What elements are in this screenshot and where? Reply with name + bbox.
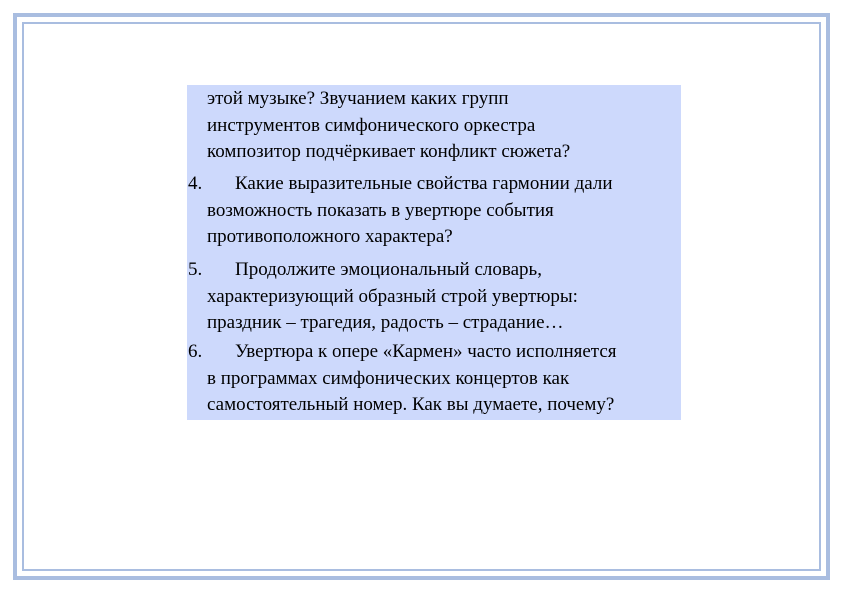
question-3-continuation: [207, 86, 570, 166]
question-number: 5.: [188, 259, 203, 280]
question-text-box: [187, 85, 681, 420]
text-line: этой музыке? Звучанием каких групп: [207, 88, 509, 109]
text-line: самостоятельный номер. Как вы думаете, почему?: [207, 394, 615, 415]
text-line: возможность показать в увертюре события: [207, 199, 554, 221]
question-lines: [207, 198, 554, 251]
question-lines: [207, 366, 614, 419]
question-first-line: Продолжите эмоциональный словарь,: [235, 259, 542, 280]
question-first-line: Какие выразительные свойства гармонии дали: [235, 173, 613, 194]
question-first-line: Увертюра к опере «Кармен» часто исполняется: [235, 341, 617, 362]
text-line: композитор подчёркивает конфликт сюжета?: [207, 141, 571, 162]
text-line: инструментов симфонического оркестра: [207, 114, 536, 136]
question-lines: [207, 284, 578, 337]
question-number: 4.: [188, 173, 203, 194]
text-line: праздник – трагедия, радость – страдание…: [207, 312, 564, 333]
text-line: в программах симфонических концертов как: [207, 367, 570, 389]
text-line: противоположного характера?: [207, 226, 453, 247]
question-number: 6.: [188, 341, 203, 362]
text-line: характеризующий образный строй увертюры:: [207, 285, 578, 307]
